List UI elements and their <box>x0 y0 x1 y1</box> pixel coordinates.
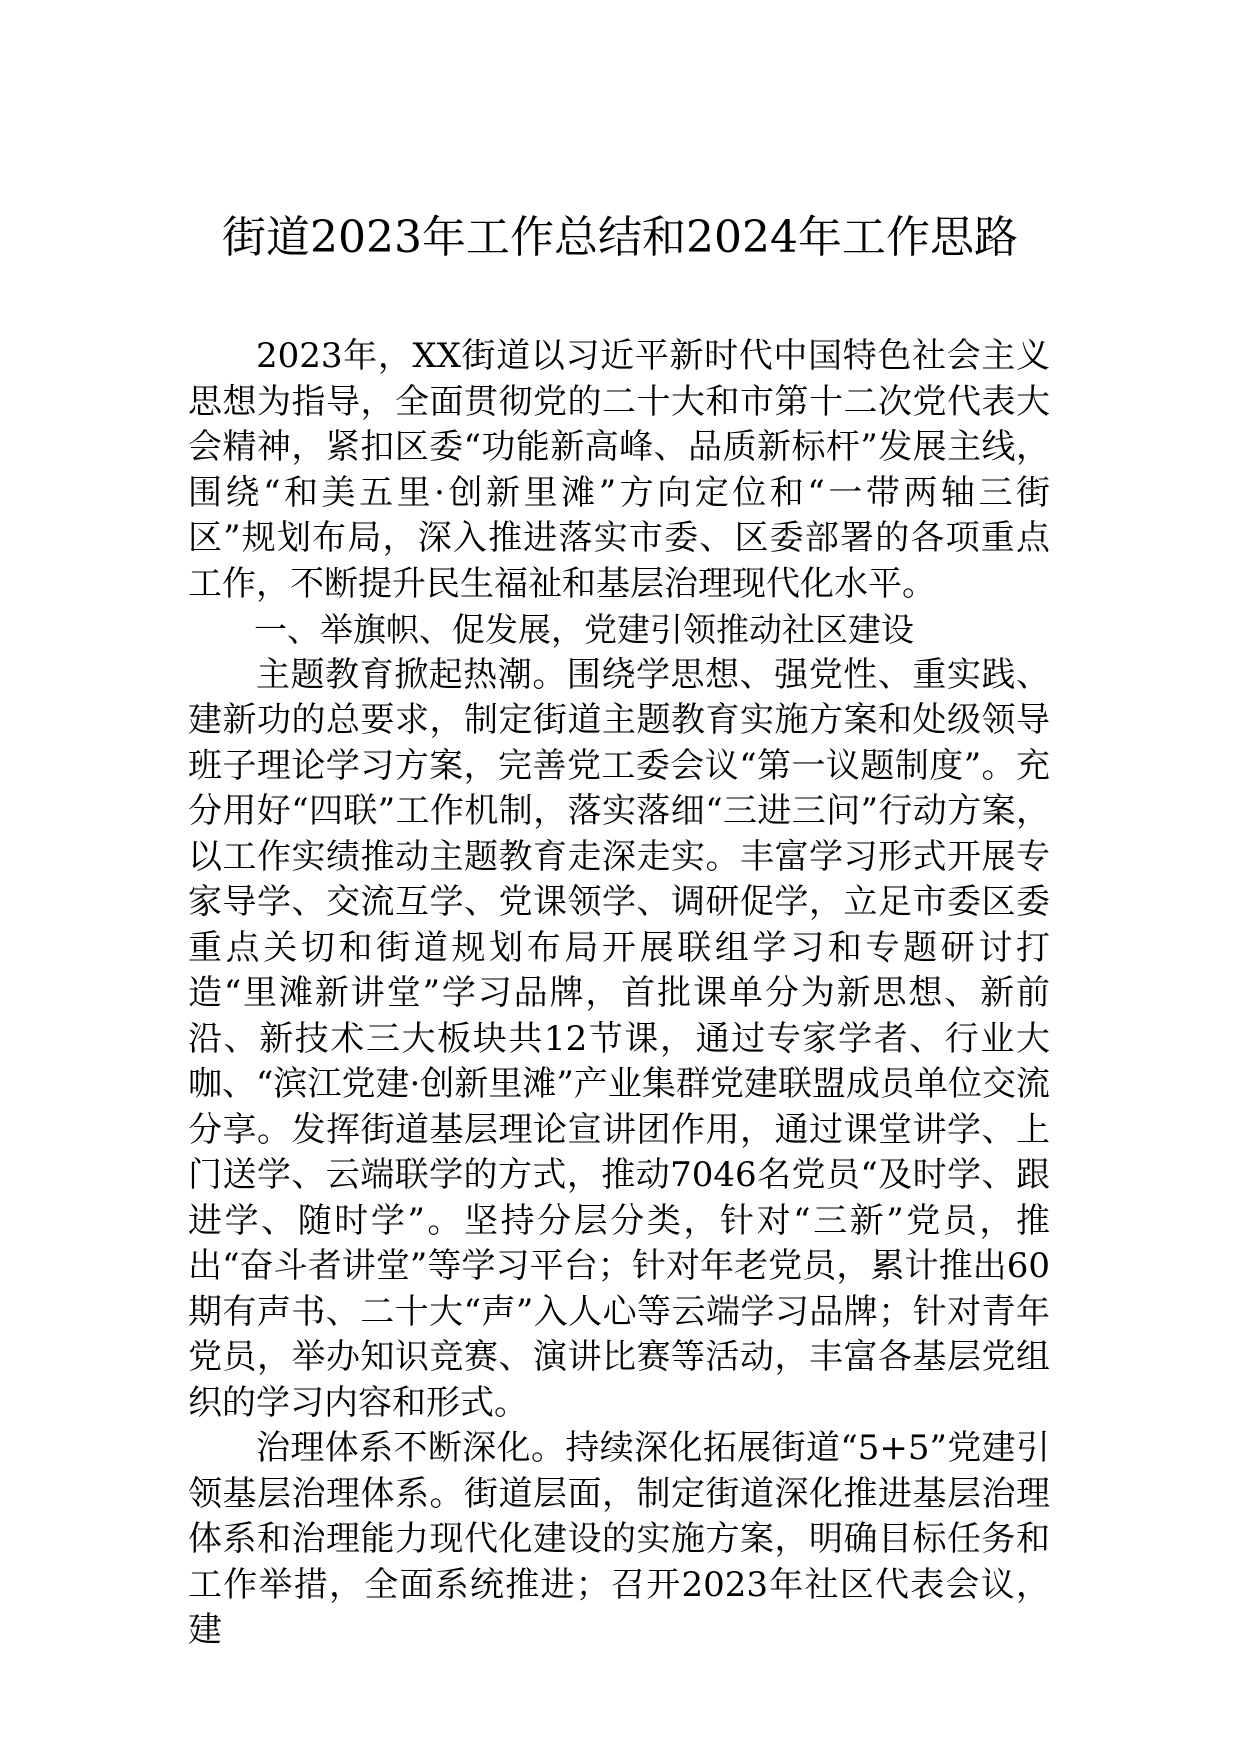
body-paragraph: 治理体系不断深化。持续深化拓展街道“5+5”党建引领基层治理体系。街道层面，制定街道深化推进基层治理体系和治理能力现代化建设的实施方案，明确目标任务和工作举措，全面系统推进；召开2023年社区代表会议，建 <box>188 1428 1050 1650</box>
intro-paragraph: 2023年，XX街道以习近平新时代中国特色社会主义思想为指导，全面贯彻党的二十大和市第十二次党代表大会精神，紧扣区委“功能新高峰、品质新标杆”发展主线，围绕“和美五里·创新里滩”方向定位和“一带两轴三街区”规划布局，深入推进落实市委、区委部署的各项重点工作，不断提升民生福祉和基层治理现代化水平。 <box>188 336 1050 604</box>
document-body <box>188 334 1050 1654</box>
document-title: 街道2023年工作总结和2024年工作思路 <box>222 212 1018 263</box>
section-heading: 一、举旗帜、促发展，党建引领推动社区建设 <box>254 610 914 649</box>
body-paragraph: 主题教育掀起热潮。围绕学思想、强党性、重实践、建新功的总要求，制定街道主题教育实施方案和处级领导班子理论学习方案，完善党工委会议“第一议题制度”。充分用好“四联”工作机制，落实落细“三进三问”行动方案，以工作实绩推动主题教育走深走实。丰富学习形式开展专家导学、交流互学、党课领学、调研促学，立足市委区委重点关切和街道规划布局开展联组学习和专题研讨打造“里滩新讲堂”学习品牌，首批课单分为新思想、新前沿、新技术三大板块共12节课，通过专家学者、行业大咖、“滨江党建·创新里滩”产业集群党建联盟成员单位交流分享。发挥街道基层理论宣讲团作用，通过课堂讲学、上门送学、云端联学的方式，推动7046名党员“及时学、跟进学、随时学”。坚持分层分类，针对“三新”党员，推出“奋斗者讲堂”等学习平台；针对年老党员，累计推出60期有声书、二十大“声”入人心等云端学习品牌；针对青年党员，举办知识竞赛、演讲比赛等活动，丰富各基层党组织的学习内容和形式。 <box>188 654 1050 1423</box>
